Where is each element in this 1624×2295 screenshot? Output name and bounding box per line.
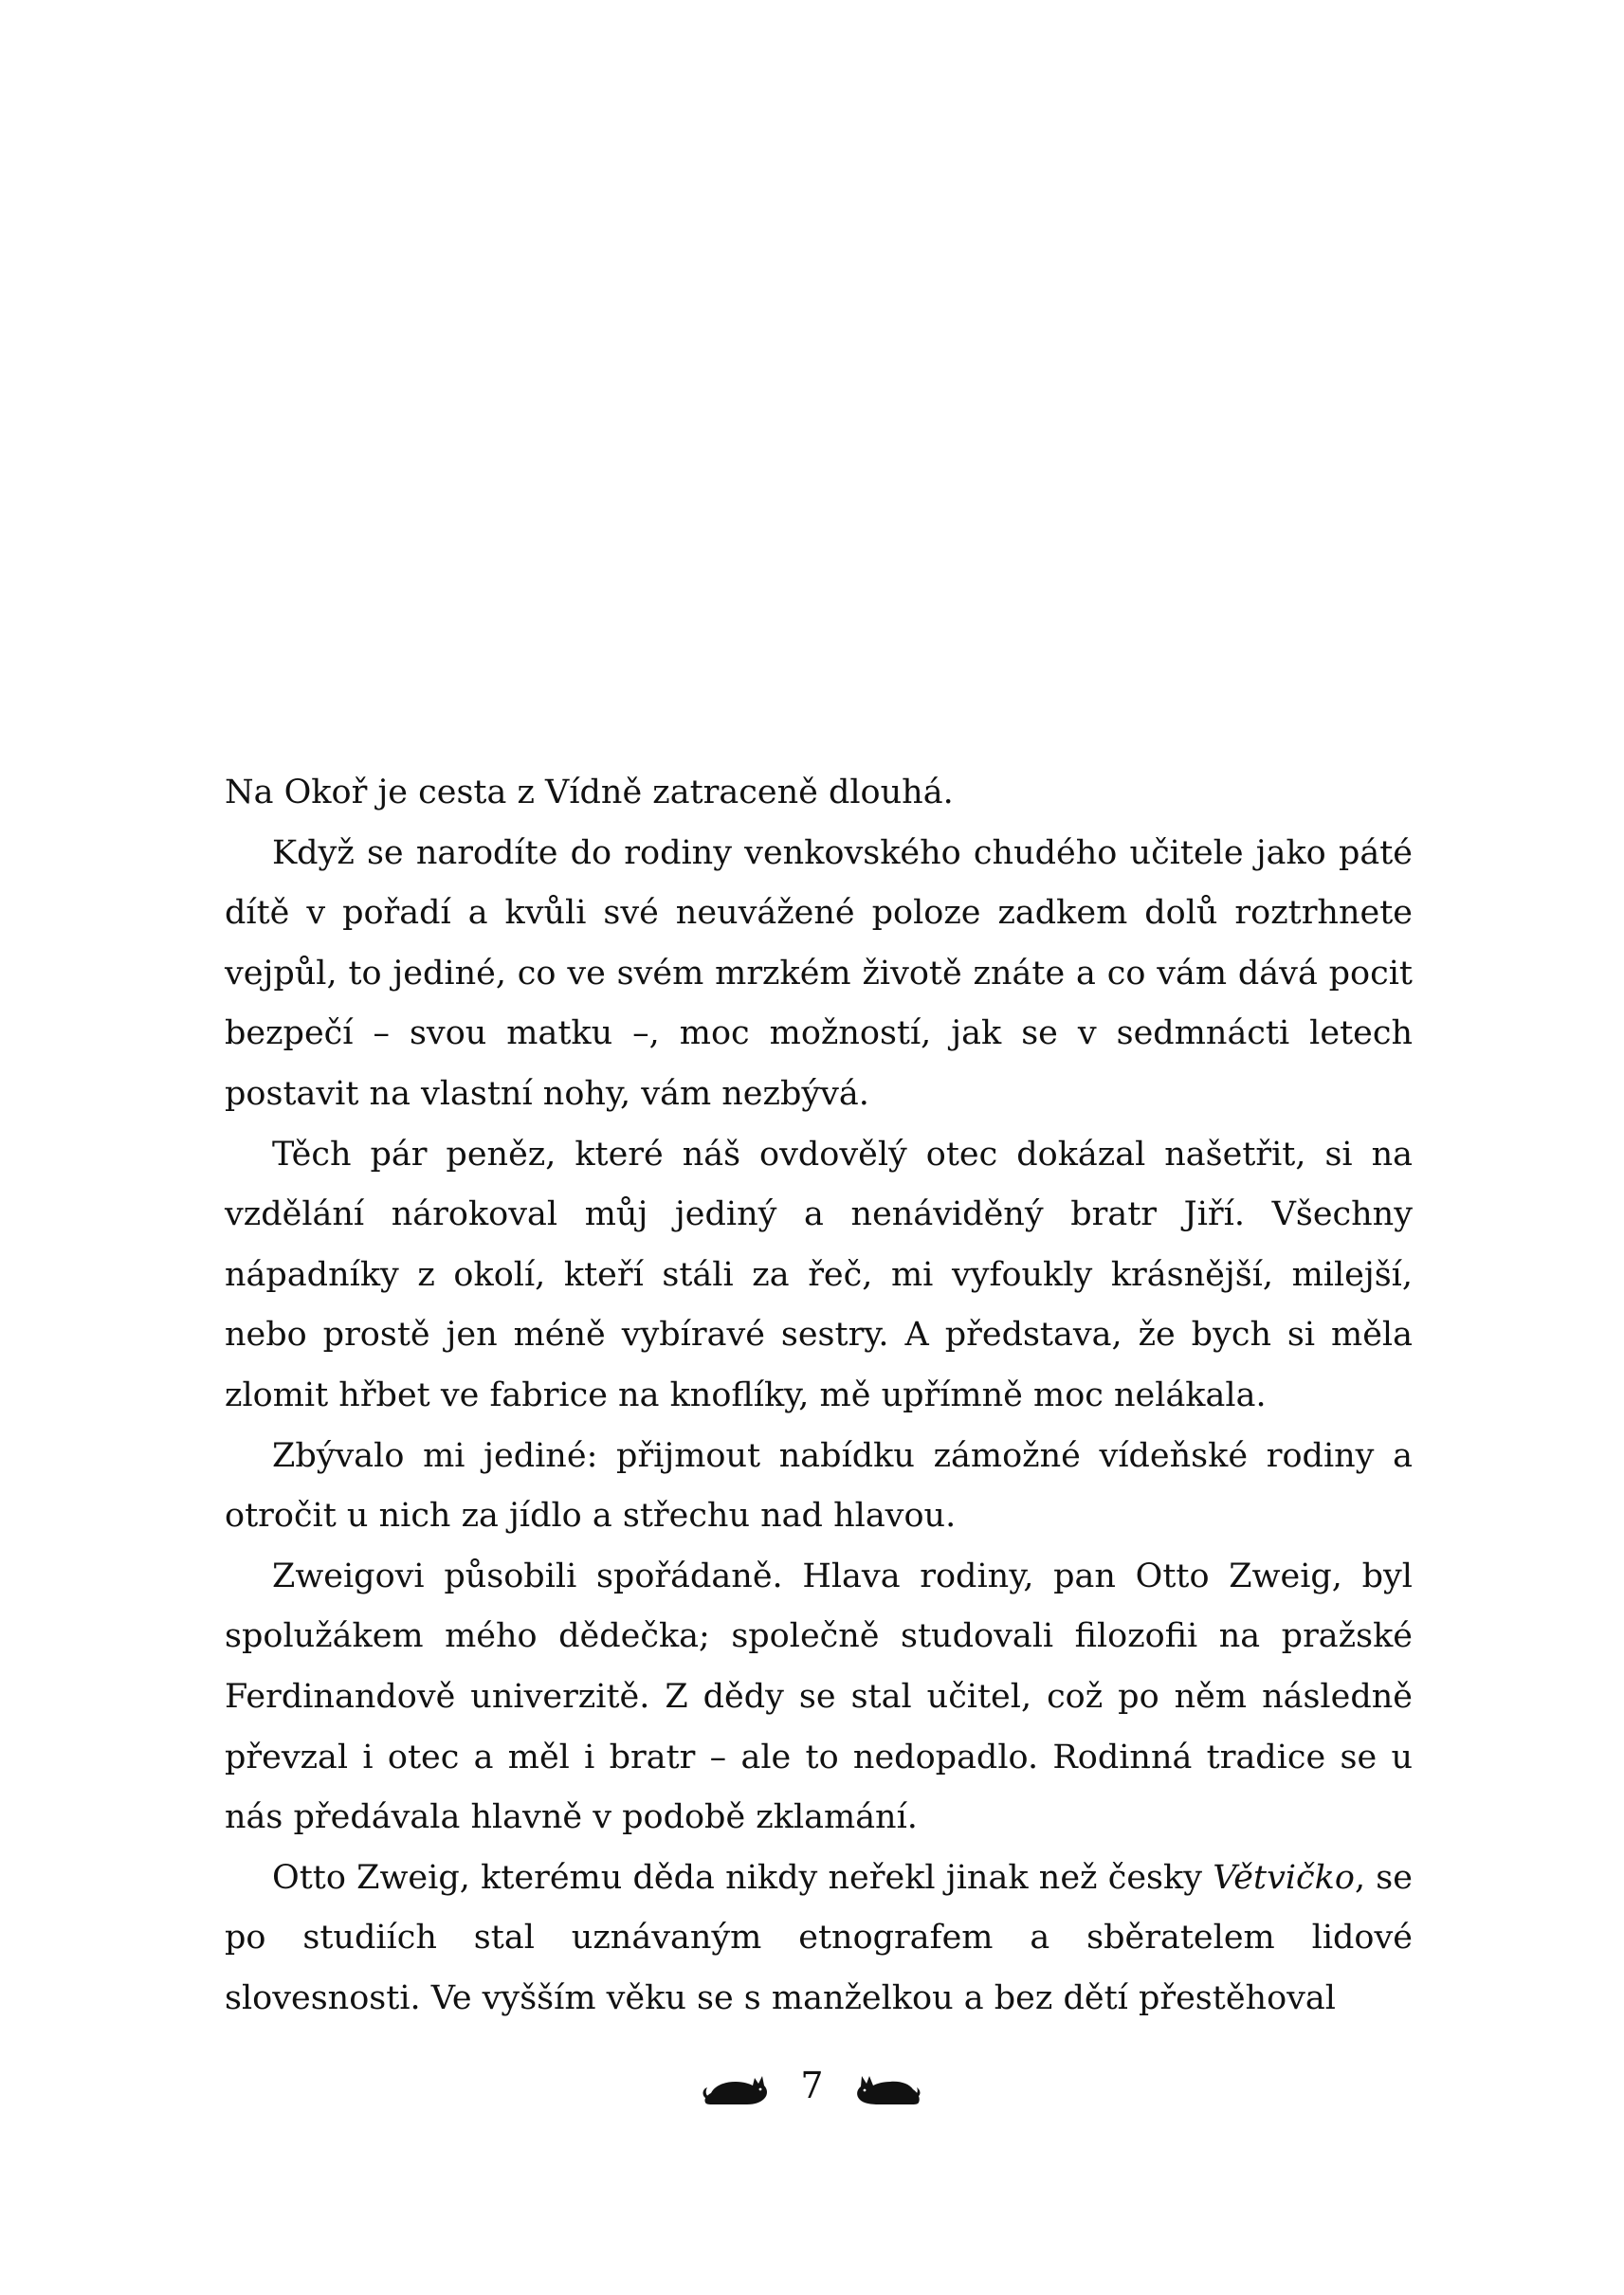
cat-silhouette-icon: [854, 2065, 922, 2106]
paragraph: Zweigovi působili spořádaně. Hlava rodiny, pan Otto Zweig, byl spolužákem mého dědečka; společně studovali filozofii na pražské Ferdinandově univerzitě. Z dědy se stal učitel, což po něm následně převzal i otec a měl i bratr – ale to nedopadlo. Rodinná tradice se u nás předávala hlavně v podobě zklamání.: [225, 1557, 1413, 1837]
body-text: [225, 763, 1413, 2029]
paragraph: Na Okoř je cesta z Vídně zatraceně dlouhá.: [225, 774, 954, 811]
page-footer: [0, 2057, 1624, 2114]
paragraph: [225, 1849, 1413, 2030]
paragraph: Zbývalo mi jediné: přijmout nabídku zámožné vídeňské rodiny a otročit u nich za jídlo a střechu nad hlavou.: [225, 1436, 1413, 1536]
paragraph: Když se narodíte do rodiny venkovského chudého učitele jako páté dítě v pořadí a kvůli své neuvážené poloze zadkem dolů roztrhnete vejpůl, to jediné, co ve svém mrzkém životě znáte a co vám dává pocit bezpečí – svou matku –, moc možností, jak se v sedmnácti letech postavit na vlastní nohy, vám nezbývá.: [225, 833, 1413, 1113]
italic-word: Větvičko: [1213, 1858, 1355, 1897]
paragraph-text: Otto Zweig, kterému děda nikdy neřekl jinak než česky: [272, 1858, 1213, 1897]
page-number: 7: [800, 2065, 824, 2106]
cat-silhouette-icon: [702, 2065, 770, 2106]
paragraph-text: , se po studiích stal uznávaným etnografem a sběratelem lidové slovesnosti. Ve vyšším věku se s manželkou a bez dětí přestěhoval: [225, 1858, 1413, 2017]
paragraph: Těch pár peněz, které náš ovdovělý otec dokázal našetřit, si na vzdělání nárokoval můj jediný a nenáviděný bratr Jiří. Všechny nápadníky z okolí, kteří stáli za řeč, mi vyfoukly krásnější, milejší, nebo prostě jen méně vybíravé sestry. A představa, že bych si měla zlomit hřbet ve fabrice na knoflíky, mě upřímně moc nelákala.: [225, 1135, 1413, 1414]
